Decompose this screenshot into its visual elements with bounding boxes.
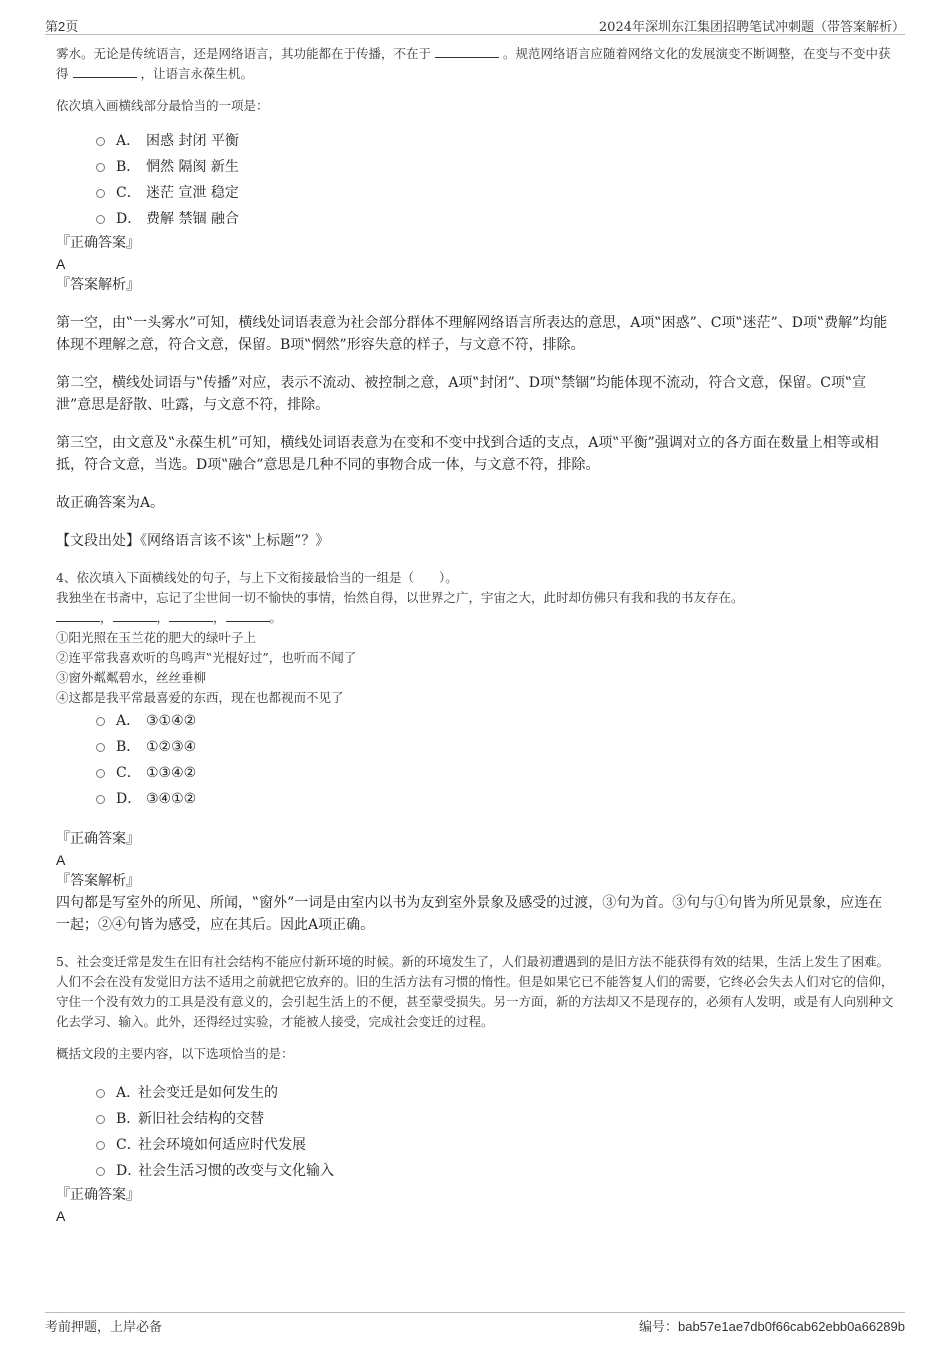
answer-value: A <box>56 1208 66 1224</box>
footer-slogan: 考前押题，上岸必备 <box>45 1320 163 1335</box>
q3-options <box>96 128 896 232</box>
q4-item: ①阳光照在玉兰花的肥大的绿叶子上 <box>56 630 257 645</box>
radio-icon[interactable] <box>96 137 105 146</box>
radio-icon[interactable] <box>96 743 105 752</box>
q3-prompt: 依次填入画横线部分最恰当的一项是： <box>56 98 269 113</box>
q4-item: ④这都是我平常最喜爱的东西，现在也都视而不见了 <box>56 690 344 705</box>
option-d[interactable]: D． ③④①② <box>96 786 896 812</box>
option-a[interactable]: A． ③①④② <box>96 708 896 734</box>
option-a[interactable]: A． 困惑 封闭 平衡 <box>96 128 896 154</box>
page-number: 第2页 <box>45 19 79 34</box>
document-code: 编号：bab57e1ae7db0f66cab62ebb0a66289b <box>638 1319 905 1335</box>
option-c[interactable]: C． ①③④② <box>96 760 896 786</box>
answer-label: 『正确答案』 <box>56 1187 140 1203</box>
radio-icon[interactable] <box>96 163 105 172</box>
blank-line <box>73 64 137 78</box>
analysis-paragraph: 第三空，由文意及‟永葆生机”可知，横线处词语表意为在变和不变中找到合适的支点，A项‟平衡”强调对立的各方面在数量上相等或相抵，符合文意，当选。D项‟融合”意思是几种不同的事物合成一体，与文意不符，排除。 <box>56 435 879 473</box>
answer-label: 『正确答案』 <box>56 235 140 251</box>
radio-icon[interactable] <box>96 215 105 224</box>
q3-passage: 雾水。无论是传统语言，还是网络语言，其功能都在于传播，不在于 。规范网络语言应随着网络文化的发展演变不断调整，在变与不变中获得 ，让语言永葆生机。 <box>56 46 891 81</box>
option-d[interactable]: D． 费解 禁锢 融合 <box>96 206 896 232</box>
option-b[interactable]: B． ①②③④ <box>96 734 896 760</box>
option-b[interactable]: B． 惘然 隔阂 新生 <box>96 154 896 180</box>
radio-icon[interactable] <box>96 1167 105 1176</box>
page-footer <box>45 1312 905 1337</box>
answer-value: A <box>56 852 66 868</box>
radio-icon[interactable] <box>96 795 105 804</box>
blank-line <box>435 44 499 58</box>
q4-stem: 4、依次填入下面横线处的句子，与上下文衔接最恰当的一组是（ ）。 <box>56 570 458 585</box>
answer-label: 『正确答案』 <box>56 831 140 847</box>
analysis-label: 『答案解析』 <box>56 873 140 889</box>
q4-passage: 我独坐在书斋中，忘记了尘世间一切不愉快的事情，怡然自得，以世界之广，宇宙之大，此时却仿佛只有我和我的书友存在。 <box>56 590 744 605</box>
analysis-paragraph: 四句都是写室外的所见、所闻，‟窗外”一词是由室内以书为友到室外景象及感受的过渡，③句为首。③句与①句皆为所见景象，应连在一起；②④句皆为感受，应在其后。因此A项正确。 <box>56 895 883 933</box>
option-b[interactable]: B．新旧社会结构的交替 <box>96 1106 896 1132</box>
radio-icon[interactable] <box>96 1089 105 1098</box>
q4-item: ②连平常我喜欢听的鸟鸣声‟光棍好过”，也听而不闻了 <box>56 650 357 665</box>
answer-value: A <box>56 256 66 272</box>
q4-item: ③窗外粼粼碧水，丝丝垂柳 <box>56 670 207 685</box>
option-c[interactable]: C．社会环境如何适应时代发展 <box>96 1132 896 1158</box>
main-content <box>56 44 896 1226</box>
option-a[interactable]: A．社会变迁是如何发生的 <box>96 1080 896 1106</box>
source-citation: 【文段出处】《网络语言该不该‟上标题”？》 <box>56 533 330 549</box>
option-d[interactable]: D．社会生活习惯的改变与文化输入 <box>96 1158 896 1184</box>
radio-icon[interactable] <box>96 717 105 726</box>
analysis-conclusion: 故正确答案为A。 <box>56 495 165 511</box>
radio-icon[interactable] <box>96 189 105 198</box>
q5-prompt: 概括文段的主要内容，以下选项恰当的是： <box>56 1046 294 1061</box>
option-c[interactable]: C． 迷茫 宣泄 稳定 <box>96 180 896 206</box>
q4-options <box>96 708 896 812</box>
radio-icon[interactable] <box>96 769 105 778</box>
analysis-paragraph: 第一空，由‟一头雾水”可知，横线处词语表意为社会部分群体不理解网络语言所表达的意思，A项‟困惑”、C项‟迷茫”、D项‟费解”均能体现不理解之意，符合文意，保留。B项‟惘然”形容失意的样子，与文意不符，排除。 <box>56 315 888 353</box>
radio-icon[interactable] <box>96 1141 105 1150</box>
document-title: 2024年深圳东江集团招聘笔试冲刺题（带答案解析） <box>598 20 905 35</box>
radio-icon[interactable] <box>96 1115 105 1124</box>
analysis-label: 『答案解析』 <box>56 277 140 293</box>
q5-options <box>96 1080 896 1184</box>
q4-blanks: ， ， ， 。 <box>56 608 896 628</box>
page-header <box>45 14 905 35</box>
analysis-paragraph: 第二空，横线处词语与‟传播”对应，表示不流动、被控制之意，A项‟封闭”、D项‟禁锢”均能体现不流动，符合文意，保留。C项‟宣泄”意思是舒散、吐露，与文意不符，排除。 <box>56 375 867 413</box>
q5-stem: 5、社会变迁常是发生在旧有社会结构不能应付新环境的时候。新的环境发生了，人们最初遭遇到的是旧方法不能获得有效的结果，生活上发生了困难。人们不会在没有发觉旧方法不适用之前就把它放弃的。旧的生活方法有习惯的惰性。但是如果它已不能答复人们的需要，它终必会失去人们对它的信仰，守住一个没有效力的工具是没有意义的，会引起生活上的不便，甚至蒙受损失。另一方面，新的方法却又不是现存的，必须有人发明，或是有人向别种文化去学习、输入。此外，还得经过实验，才能被人接受，完成社会变迁的过程。 <box>56 954 894 1029</box>
